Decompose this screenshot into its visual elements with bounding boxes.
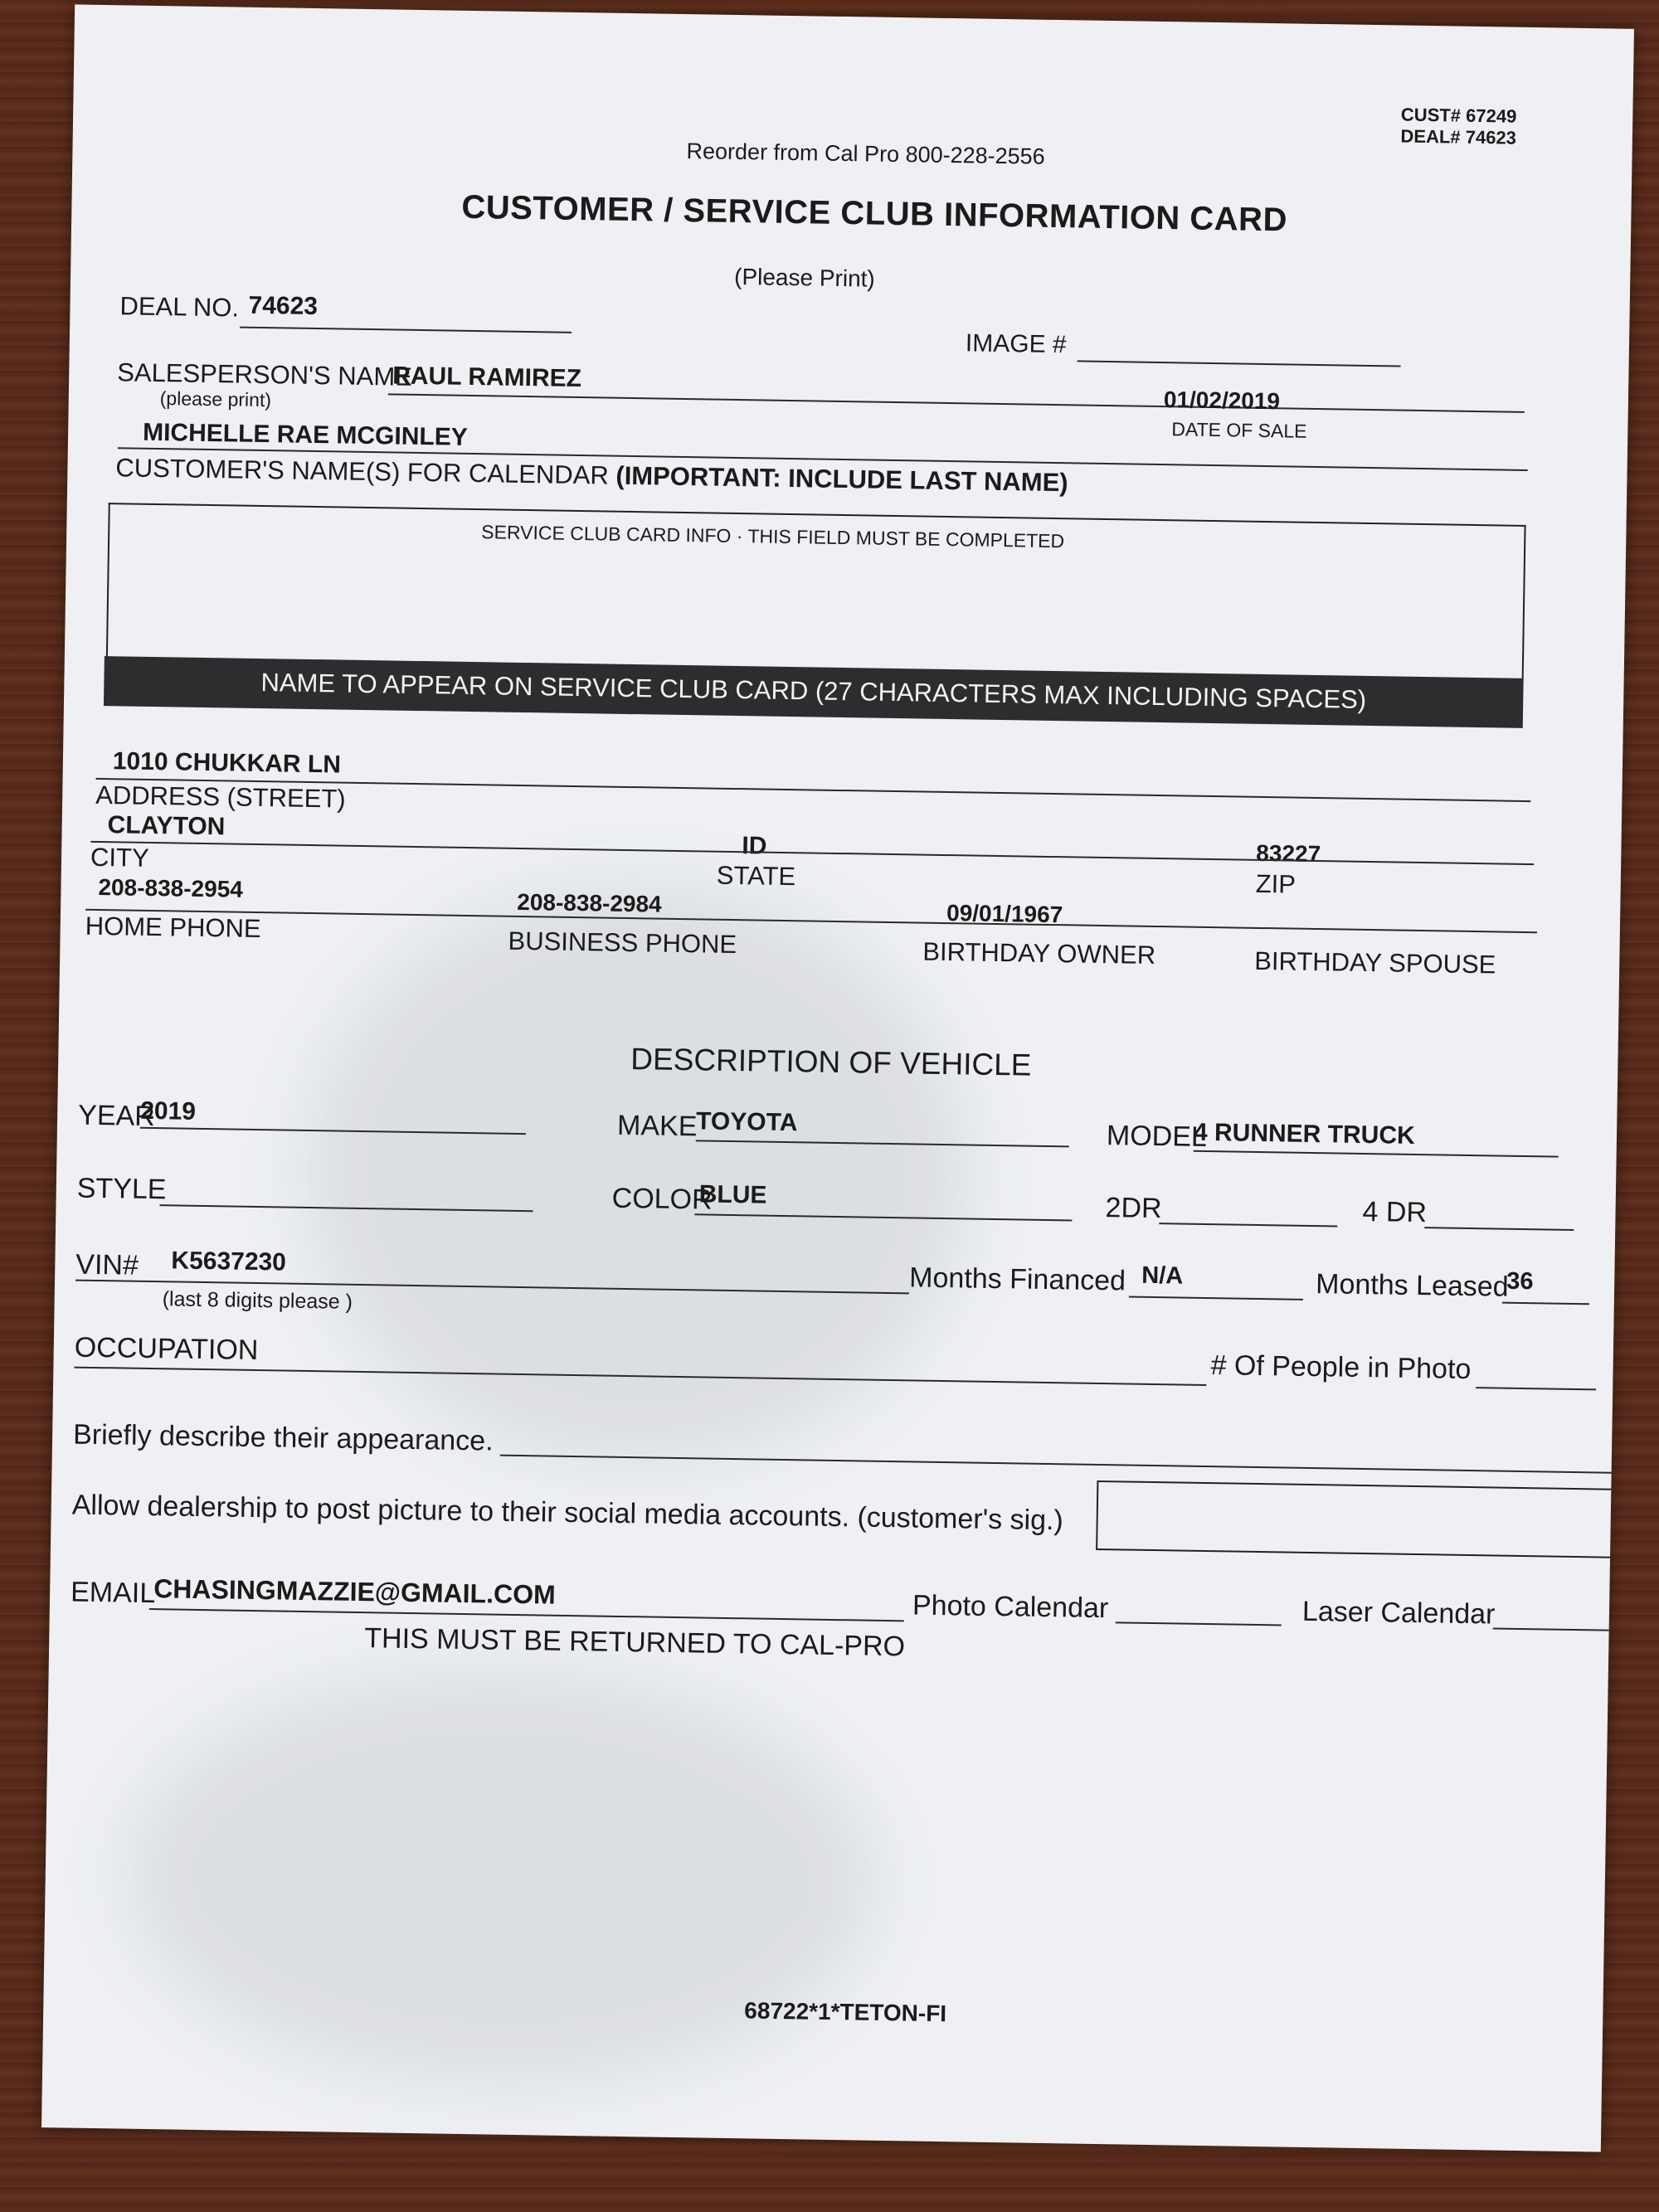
shadow-area [301, 879, 974, 1470]
home-phone-label: HOME PHONE [85, 911, 261, 944]
deal-number-top: DEAL# 74623 [1400, 125, 1517, 148]
zip-value[interactable]: 83227 [1256, 839, 1321, 868]
model-line [1194, 1150, 1559, 1158]
year-label: YEAR [77, 1099, 156, 1133]
appearance-label: Briefly describe their appearance. [72, 1418, 494, 1457]
email-label: EMAIL [70, 1576, 156, 1610]
city-label: CITY [90, 842, 149, 873]
form-title: CUSTOMER / SERVICE CLUB INFORMATION CARD [461, 188, 1288, 239]
service-club-box-title: SERVICE CLUB CARD INFO · THIS FIELD MUST BE COMPLETED [481, 521, 1065, 552]
birthday-spouse-label: BIRTHDAY SPOUSE [1254, 946, 1496, 980]
return-note: THIS MUST BE RETURNED TO CAL-PRO [364, 1622, 906, 1663]
street-label: ADDRESS (STREET) [95, 780, 346, 814]
photo-calendar-field[interactable] [1116, 1621, 1282, 1626]
salesperson-value[interactable]: RAUL RAMIREZ [392, 362, 582, 393]
deal-no-value[interactable]: 74623 [248, 291, 319, 321]
date-of-sale-label: DATE OF SALE [1171, 418, 1307, 442]
deal-no-line [240, 327, 572, 333]
vin-value[interactable]: K5637230 [171, 1247, 287, 1276]
reference-block [1400, 105, 1516, 149]
date-of-sale-value[interactable]: 01/02/2019 [1163, 386, 1281, 415]
model-value[interactable]: 4 RUNNER TRUCK [1193, 1118, 1415, 1150]
year-value[interactable]: 2019 [140, 1096, 197, 1125]
state-value[interactable]: ID [742, 832, 767, 860]
occupation-label: OCCUPATION [74, 1331, 259, 1367]
birthday-owner-label: BIRTHDAY OWNER [922, 936, 1156, 970]
laser-calendar-field[interactable] [1493, 1627, 1609, 1631]
months-financed-label: Months Financed [908, 1262, 1126, 1297]
form-code: 68722*1*TETON-FI [744, 1997, 947, 2027]
two-door-field[interactable] [1159, 1223, 1337, 1227]
laser-calendar-label: Laser Calendar [1301, 1595, 1496, 1631]
four-door-field[interactable] [1424, 1227, 1574, 1231]
email-value[interactable]: CHASINGMAZZIE@GMAIL.COM [153, 1573, 556, 1610]
four-door-label: 4 DR [1362, 1195, 1428, 1229]
city-value[interactable]: CLAYTON [107, 811, 226, 841]
appearance-line[interactable] [500, 1455, 1612, 1474]
information-card-page [41, 4, 1634, 2151]
state-label: STATE [716, 860, 796, 892]
please-print-note: (Please Print) [733, 263, 876, 292]
months-leased-line [1502, 1302, 1589, 1305]
customer-name-important: (IMPORTANT: INCLUDE LAST NAME) [615, 460, 1068, 498]
months-financed-line [1129, 1296, 1303, 1300]
salesperson-sublabel: (please print) [159, 387, 272, 411]
home-phone-value[interactable]: 208-838-2954 [98, 873, 244, 902]
birthday-owner-value[interactable]: 09/01/1967 [946, 900, 1063, 928]
people-in-photo-label: # Of People in Photo [1210, 1349, 1472, 1386]
zip-label: ZIP [1255, 868, 1297, 899]
shadow-area-lower [125, 1665, 878, 2091]
customer-name-value[interactable]: MICHELLE RAE MCGINLEY [142, 418, 469, 451]
make-value[interactable]: TOYOTA [695, 1107, 798, 1137]
months-leased-label: Months Leased [1315, 1268, 1509, 1303]
color-label: COLOR [611, 1182, 713, 1216]
email-line [149, 1608, 904, 1621]
months-leased-value[interactable]: 36 [1506, 1267, 1534, 1296]
make-label: MAKE [616, 1109, 698, 1143]
reorder-text: Reorder from Cal Pro 800-228-2556 [686, 138, 1045, 169]
cust-number: CUST# 67249 [1400, 104, 1517, 127]
model-label: MODEL [1106, 1120, 1208, 1153]
vin-sublabel: (last 8 digits please ) [162, 1287, 353, 1314]
vehicle-section-heading: DESCRIPTION OF VEHICLE [630, 1042, 1032, 1082]
two-door-label: 2DR [1105, 1192, 1162, 1225]
business-phone-value[interactable]: 208-838-2984 [517, 888, 662, 917]
vin-label: VIN# [75, 1248, 139, 1281]
street-value[interactable]: 1010 CHUKKAR LN [112, 747, 342, 779]
salesperson-line [388, 393, 1525, 413]
service-club-name-band: NAME TO APPEAR ON SERVICE CLUB CARD (27 CHARACTERS MAX INCLUDING SPACES) [104, 656, 1524, 728]
social-media-signature-box[interactable] [1096, 1480, 1627, 1558]
customer-name-label-text: CUSTOMER'S NAME(S) FOR CALENDAR [115, 453, 610, 490]
photo-calendar-label: Photo Calendar [912, 1589, 1109, 1625]
people-in-photo-field[interactable] [1476, 1387, 1596, 1390]
deal-no-label: DEAL NO. [119, 291, 240, 323]
business-phone-label: BUSINESS PHONE [508, 926, 737, 960]
months-financed-value[interactable]: N/A [1141, 1262, 1184, 1290]
image-no-label: IMAGE # [965, 329, 1067, 359]
salesperson-label: SALESPERSON'S NAME [116, 357, 413, 391]
style-label: STYLE [76, 1172, 167, 1206]
color-value[interactable]: BLUE [698, 1180, 767, 1209]
image-no-field[interactable] [1078, 360, 1401, 367]
social-media-label: Allow dealership to post picture to their social media accounts. (customer's sig.) [71, 1489, 1064, 1537]
